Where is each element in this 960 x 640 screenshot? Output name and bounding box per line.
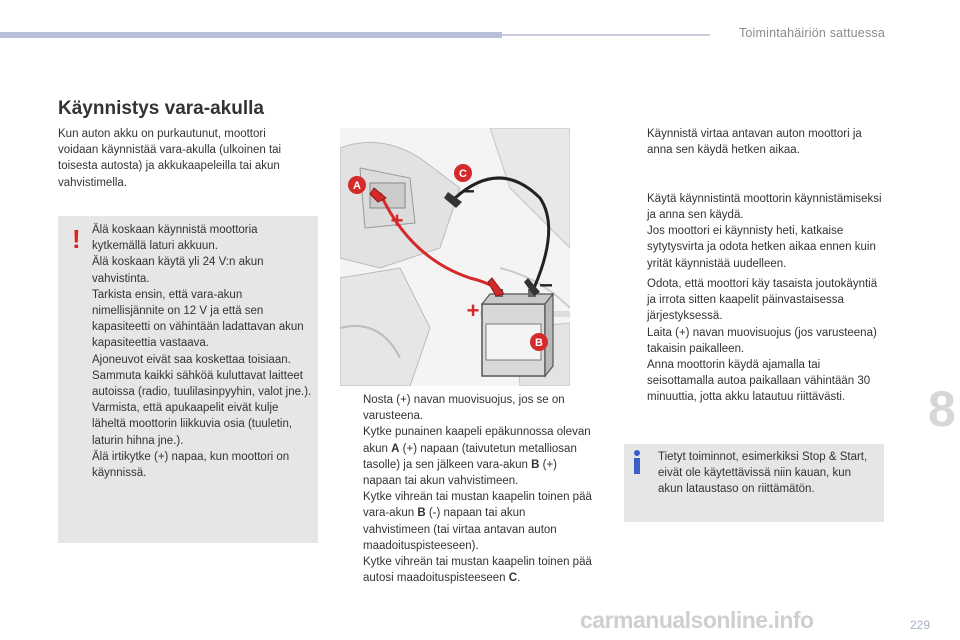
list-item: Kytke vihreän tai mustan kaapelin toinen pää autosi maadoituspisteeseen C. <box>363 556 592 585</box>
list-item: Nosta (+) navan muovisuojus, jos se on varusteena. <box>363 394 565 423</box>
warning-box <box>58 216 318 543</box>
warning-line: Sammuta kaikki sähköä kuluttavat laitteet autoissa (radio, tuulilasinpyyhin, valot jne.). <box>92 369 312 399</box>
header-bar <box>0 32 502 38</box>
booster-battery <box>482 289 553 376</box>
label-b: B <box>535 337 543 349</box>
warning-icon: ! <box>72 224 81 254</box>
list-item: Odota, että moottori käy tasaista joutokäyntiä ja irrota sitten kaapelit päinvastaisessa järjestyksessä. <box>647 278 878 323</box>
jump-start-illustration <box>340 128 570 386</box>
list-item: Laita (+) navan muovisuojus (jos varusteena) takaisin paikalleen. <box>647 326 877 355</box>
chapter-number: 8 <box>928 381 956 437</box>
list-item: Käynnistä virtaa antavan auton moottori ja anna sen käydä hetken aikaa. <box>647 128 862 157</box>
minus-sign-c: – <box>461 177 475 204</box>
list-item: Kytke vihreän tai mustan kaapelin toinen pää vara-akun B (-) napaan tai akun vahvistimeen (tai virtaa antavan auton maadoituspisteeseen). <box>363 491 592 552</box>
label-c: C <box>459 168 467 180</box>
label-a: A <box>353 180 361 192</box>
plus-sign-b: + <box>466 298 480 323</box>
engine-bay-drawing <box>340 128 570 386</box>
plus-sign-a: + <box>390 208 404 233</box>
info-box <box>624 444 884 522</box>
steps-column-3a <box>624 126 889 272</box>
header-bar-thin <box>502 34 710 36</box>
info-text: Tietyt toiminnot, esimerkiksi Stop & Start, eivät ole käytettävissä niin kauan, kun akun lataustaso on riittämätön. <box>658 451 868 496</box>
section-title: Toimintahäiriön sattuessa <box>738 26 885 40</box>
warning-line: Varmista, että apukaapelit eivät kulje läheltä moottorin liikkuvia osia (tuuletin, laturin hihna jne.). <box>92 402 293 447</box>
warning-line: Älä koskaan käynnistä moottoria kytkemällä laturi akkuun. <box>92 224 258 253</box>
warning-line: Älä irtikytke (+) napaa, kun moottori on käynnissä. <box>92 450 290 480</box>
list-item: Kytke punainen kaapeli epäkunnossa olevan akun A (+) napaan (taivutetun metalliosan tasolle) ja sen jälkeen vara-akun B (+) napaan tai akun vahvistimeen. <box>363 426 591 488</box>
warning-line: Tarkista ensin, että vara-akun nimellisjännite on 12 V ja että sen kapasiteetti on vähintään ladattavan akun kapasiteettia vastaava. <box>92 288 304 350</box>
list-item: Anna moottorin käydä ajamalla tai seisottamalla autoa paikallaan vähintään 30 minuuttia, jotta akku latautuu riittävästi. <box>647 359 871 404</box>
watermark: carmanualsonline.info <box>580 607 814 633</box>
page-number: 229 <box>909 618 930 632</box>
warning-line: Ajoneuvot eivät saa koskettaa toisiaan. <box>92 353 291 366</box>
warning-text <box>92 222 312 481</box>
steps-column-2 <box>340 392 595 586</box>
steps-column-3b <box>624 276 889 406</box>
page-title: Käynnistys vara-akulla <box>58 98 264 119</box>
minus-sign-b: – <box>539 271 553 298</box>
info-icon <box>633 450 641 474</box>
intro-paragraph: Kun auton akku on purkautunut, moottori voidaan käynnistää vara-akulla (ulkoinen tai toisesta autosta) ja akkukaapeleilla tai akun vahvistimella. <box>58 128 282 189</box>
list-item: Käytä käynnistintä moottorin käynnistämiseksi ja anna sen käydä. Jos moottori ei käynnisty heti, katkaise sytytysvirta ja odota hetken aikaa ennen kuin yrität käynnistää uudelleen. <box>647 192 882 270</box>
warning-line: Älä koskaan käytä yli 24 V:n akun vahvistinta. <box>92 256 264 285</box>
